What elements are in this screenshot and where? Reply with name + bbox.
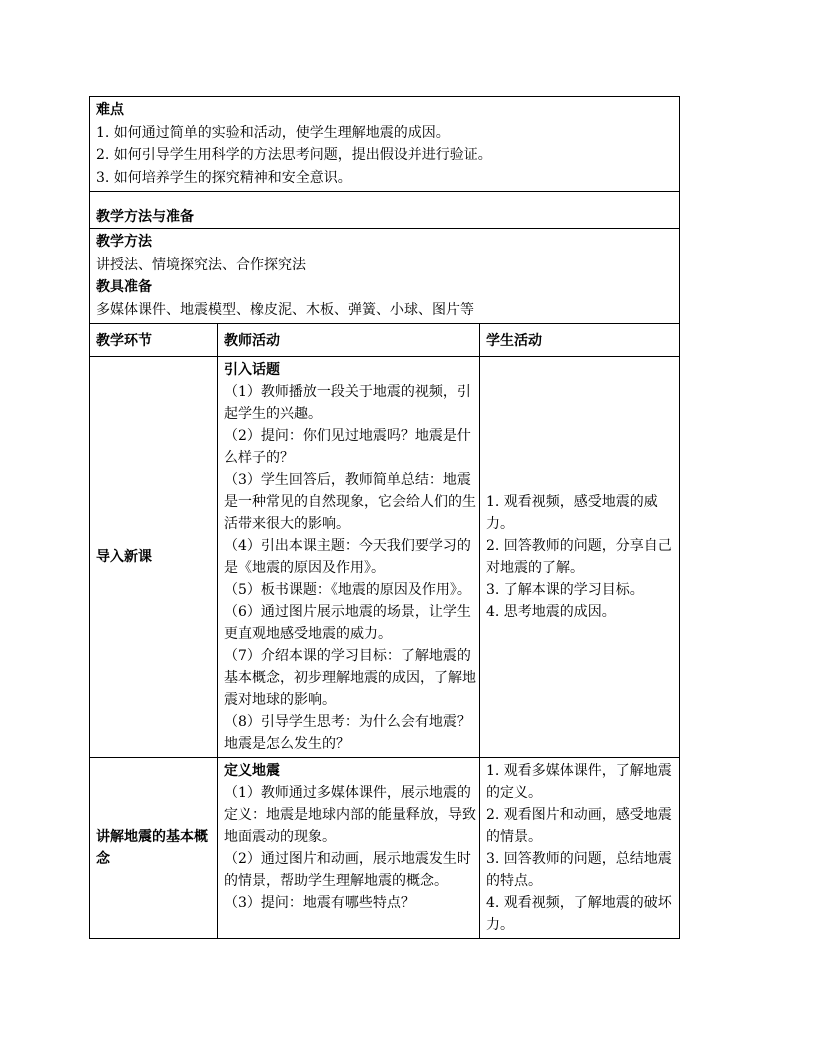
teacher-step: （7）介绍本课的学习目标：了解地震的基本概念，初步理解地震的成因，了解地震对地球的影响。 [224, 648, 476, 708]
lesson-plan-table [89, 96, 680, 939]
student-step: 1. 观看视频，感受地震的威力。 [486, 494, 658, 532]
teacher-step: （4）引出本课主题：今天我们要学习的是《地震的原因及作用》。 [224, 538, 471, 576]
methods-cell [90, 229, 680, 324]
teacher-step: （1）教师播放一段关于地震的视频，引起学生的兴趣。 [224, 384, 471, 422]
stage-cell: 讲解地震的基本概念 [90, 758, 218, 939]
column-header-student: 学生活动 [480, 324, 680, 357]
teacher-step: （1）教师通过多媒体课件，展示地震的定义：地震是地球内部的能量释放，导致地面震动的现象。 [224, 785, 476, 845]
method-heading: 教学方法 [96, 234, 152, 250]
teacher-step: （3）提问：地震有哪些特点？ [224, 895, 415, 911]
teacher-step: （6）通过图片展示地震的场景，让学生更直观地感受地震的威力。 [224, 604, 471, 642]
stage-cell: 导入新课 [90, 357, 218, 758]
difficulty-item: 1. 如何通过简单的实验和活动，使学生理解地震的成因。 [96, 124, 450, 141]
student-activity-cell [480, 357, 680, 758]
student-step: 2. 观看图片和动画，感受地震的情景。 [486, 807, 672, 845]
teacher-activity-cell [218, 758, 480, 939]
column-header-teacher: 教师活动 [218, 324, 480, 357]
student-step: 3. 了解本课的学习目标。 [486, 582, 644, 598]
student-step: 1. 观看多媒体课件，了解地震的定义。 [486, 763, 672, 801]
difficulty-heading: 难点 [96, 102, 124, 118]
methods-content-row [90, 229, 680, 324]
difficulty-row [90, 97, 680, 192]
methods-heading-row [90, 192, 680, 229]
table-row [90, 357, 680, 758]
column-header-row [90, 324, 680, 357]
difficulty-item: 2. 如何引导学生用科学的方法思考问题，提出假设并进行验证。 [96, 147, 492, 163]
student-activity-cell [480, 758, 680, 939]
student-step: 4. 思考地震的成因。 [486, 604, 616, 620]
teacher-activity-cell [218, 357, 480, 758]
student-step: 4. 观看视频，了解地震的破坏力。 [486, 895, 672, 933]
prep-text: 多媒体课件、地震模型、橡皮泥、木板、弹簧、小球、图片等 [96, 301, 474, 318]
table-row [90, 758, 680, 939]
prep-heading: 教具准备 [96, 279, 152, 295]
method-text: 讲授法、情境探究法、合作探究法 [96, 256, 306, 273]
teacher-step: （5）板书课题：《地震的原因及作用》。 [224, 582, 471, 598]
student-step: 3. 回答教师的问题，总结地震的特点。 [486, 851, 672, 889]
teacher-topic-title: 引入话题 [224, 362, 280, 378]
column-header-stage: 教学环节 [90, 324, 218, 357]
teacher-step: （3）学生回答后，教师简单总结：地震是一种常见的自然现象，它会给人们的生活带来很大的影响。 [224, 472, 476, 532]
teacher-step: （2）通过图片和动画，展示地震发生时的情景，帮助学生理解地震的概念。 [224, 851, 471, 889]
teacher-step: （8）引导学生思考：为什么会有地震？地震是怎么发生的？ [224, 714, 471, 752]
student-step: 2. 回答教师的问题，分享自己对地震的了解。 [486, 538, 672, 576]
difficulty-item: 3. 如何培养学生的探究精神和安全意识。 [96, 169, 352, 186]
teacher-topic-title: 定义地震 [224, 763, 280, 779]
teacher-step: （2）提问：你们见过地震吗？地震是什么样子的？ [224, 428, 471, 466]
difficulty-cell [90, 97, 680, 192]
methods-section-heading: 教学方法与准备 [90, 192, 680, 229]
